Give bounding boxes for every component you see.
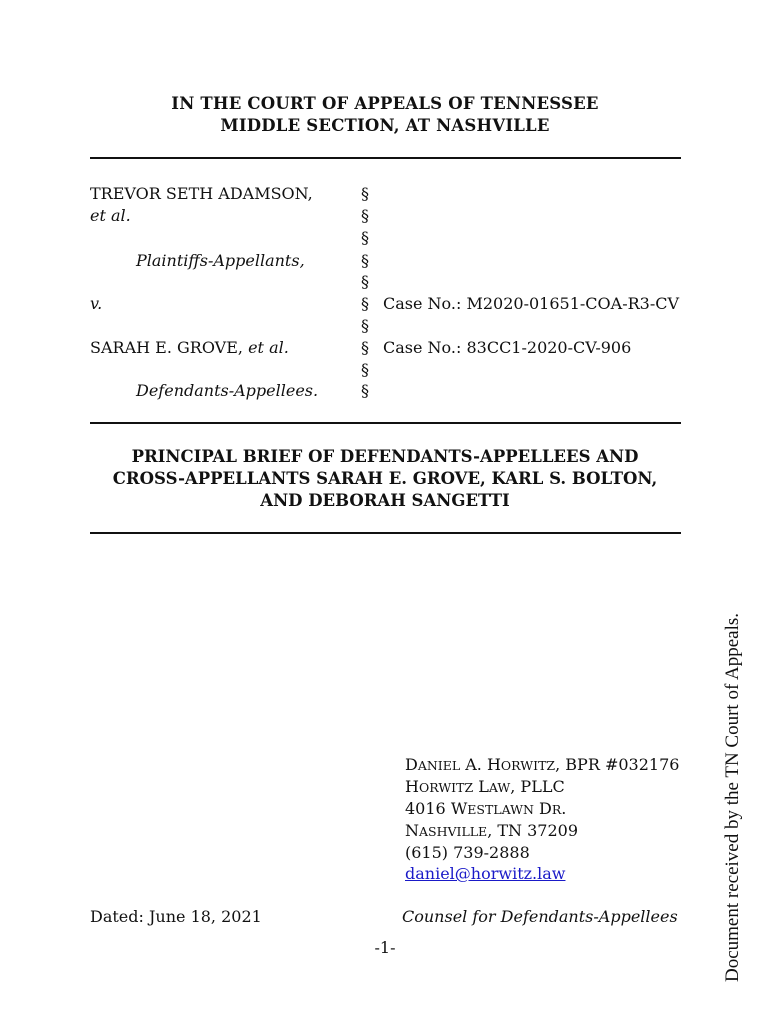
section-symbol: § [361,251,369,270]
brief-title-line-3: AND DEBORAH SANGETTI [260,491,510,510]
counsel-city: NASHVILLE, TN 37209 [405,821,579,840]
section-symbol: § [361,294,369,313]
plaintiff-role: Plaintiffs-Appellants, [136,251,305,270]
brief-title-line-1: PRINCIPAL BRIEF OF DEFENDANTS-APPELLEES AND [131,447,639,466]
counsel-firm: HORWITZ LAW, PLLC [405,777,565,796]
section-symbol: § [361,316,369,335]
counsel-email[interactable]: daniel@horwitz.law [405,864,566,883]
page-number: -1- [374,938,396,957]
plaintiff-name: TREVOR SETH ADAMSON, [90,184,313,203]
case-number-trial: Case No.: 83CC1-2020-CV-906 [383,338,632,357]
defendant-etal: et al. [248,338,289,357]
counsel-phone: (615) 739-2888 [405,843,530,862]
filing-watermark: Document received by the TN Court of Appeals. [722,613,743,982]
section-symbol: § [361,228,369,247]
dated: Dated: June 18, 2021 [90,907,262,926]
section-symbol: § [361,206,369,225]
versus: v. [90,294,103,313]
section-symbol: § [361,184,369,203]
section-symbol: § [361,272,369,291]
defendant-name [90,338,289,357]
court-name: IN THE COURT OF APPEALS OF TENNESSEE [171,94,599,113]
defendant-role: Defendants-Appellees. [136,381,319,400]
section-symbol: § [361,381,369,400]
case-number-appellate: Case No.: M2020-01651-COA-R3-CV [383,294,680,313]
section-symbol: § [361,338,369,357]
counsel-email-link[interactable] [405,864,565,883]
divider-middle [90,422,681,424]
counsel-role: Counsel for Defendants-Appellees [402,907,678,926]
counsel-name: DANIEL A. HORWITZ, BPR #032176 [405,755,680,774]
court-section: MIDDLE SECTION, AT NASHVILLE [220,116,550,135]
counsel-address: 4016 WESTLAWN DR. [405,799,567,818]
divider-top [90,157,681,159]
brief-title-line-2: CROSS-APPELLANTS SARAH E. GROVE, KARL S. BOLTON, [112,469,658,488]
section-symbol: § [361,360,369,379]
defendant-name-text: SARAH E. GROVE, [90,338,249,357]
plaintiff-etal: et al. [90,206,131,225]
divider-bottom [90,532,681,534]
